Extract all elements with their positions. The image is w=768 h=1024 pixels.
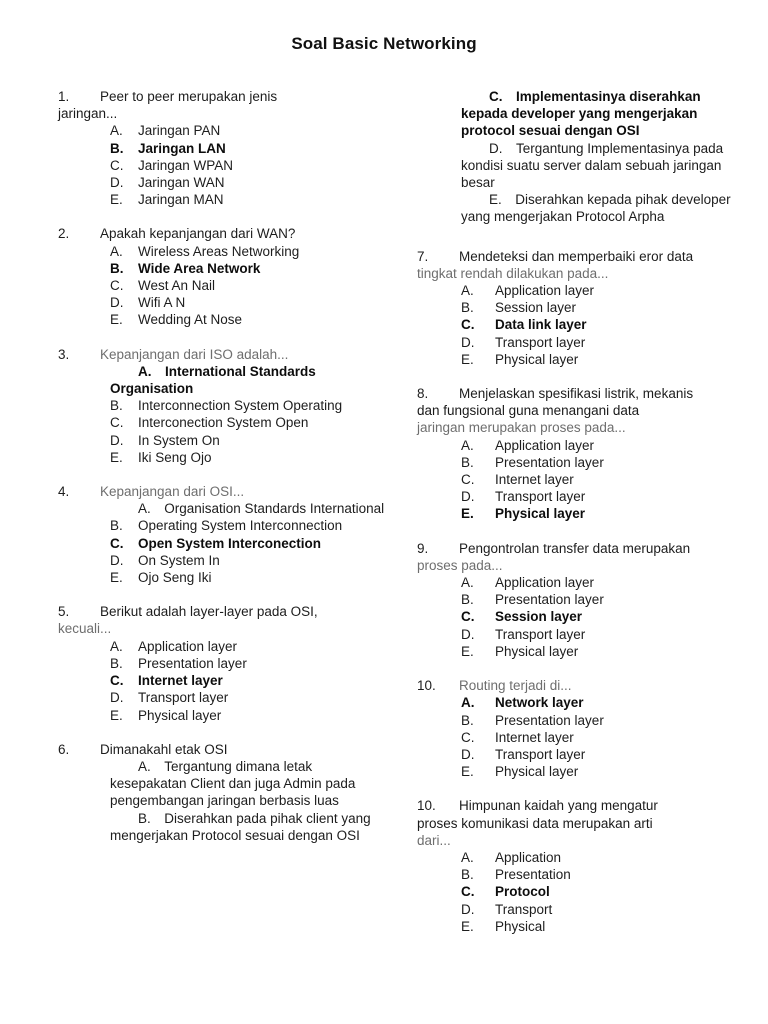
option-text: Session layer xyxy=(495,609,583,625)
question-number: 10. xyxy=(417,678,436,694)
answer-option[interactable] xyxy=(58,552,390,569)
question-number: 8. xyxy=(417,386,429,402)
option-letter: E. xyxy=(110,707,123,723)
option-letter: C. xyxy=(461,729,475,745)
option-text: Physical layer xyxy=(495,506,586,522)
option-letter: C. xyxy=(461,884,475,900)
question-text-continued: jaringan... xyxy=(58,106,118,122)
option-text: Presentation layer xyxy=(495,712,604,728)
question-stem xyxy=(58,346,390,363)
option-text: Organisation Standards International xyxy=(164,501,385,517)
option-letter: A. xyxy=(110,243,123,259)
option-text: Iki Seng Ojo xyxy=(138,449,212,465)
question-stem xyxy=(58,483,390,500)
option-text: Session layer xyxy=(495,300,577,316)
question-block xyxy=(417,248,743,368)
page-title: Soal Basic Networking xyxy=(291,34,477,53)
option-list xyxy=(58,243,390,329)
question-text: Peer to peer merupakan jenis xyxy=(100,89,278,104)
question-stem-continuation xyxy=(417,419,743,436)
option-text: Diserahkan kepada pihak developer yang mengerjakan Protocol Arpha xyxy=(461,192,731,225)
option-letter: E. xyxy=(110,570,123,586)
answer-option[interactable] xyxy=(58,432,390,449)
option-text: Physical layer xyxy=(495,351,579,367)
option-text: Jaringan WAN xyxy=(138,175,225,191)
option-text: Implementasinya diserahkan kepada developer yang mengerjakan protocol sesuai dengan OSI xyxy=(461,89,701,139)
option-letter: B. xyxy=(461,592,474,608)
answer-option[interactable] xyxy=(417,505,743,522)
option-text: Application layer xyxy=(495,575,595,591)
answer-option[interactable] xyxy=(58,140,390,157)
question-block xyxy=(58,741,390,844)
question-block xyxy=(417,677,743,780)
option-text: Application layer xyxy=(495,283,595,299)
answer-option[interactable] xyxy=(417,591,743,608)
option-letter: C. xyxy=(461,609,475,625)
answer-option[interactable] xyxy=(417,608,743,625)
answer-option[interactable] xyxy=(58,191,390,208)
question-stem xyxy=(58,225,390,242)
option-text: Open System Interconection xyxy=(138,535,322,551)
answer-option[interactable] xyxy=(417,437,743,454)
question-stem-continuation xyxy=(417,815,743,832)
option-letter: B. xyxy=(461,300,474,316)
option-text: Transport xyxy=(495,901,553,917)
question-number: 5. xyxy=(58,604,70,620)
answer-option[interactable] xyxy=(58,535,390,552)
option-list xyxy=(58,758,390,844)
option-letter: E. xyxy=(489,192,502,208)
option-text: Application layer xyxy=(495,437,595,453)
question-text: Routing terjadi di... xyxy=(459,678,572,694)
option-letter: A. xyxy=(461,437,474,453)
answer-option[interactable] xyxy=(417,901,743,918)
option-list xyxy=(417,282,743,368)
option-text: Wireless Areas Networking xyxy=(138,243,300,259)
answer-option[interactable] xyxy=(417,746,743,763)
option-text: Physical layer xyxy=(495,764,579,780)
question-text: Kepanjangan dari OSI... xyxy=(100,484,245,500)
option-text: Transport layer xyxy=(495,746,586,762)
answer-option[interactable] xyxy=(417,282,743,299)
option-text: Physical xyxy=(495,918,546,934)
option-letter: B. xyxy=(138,810,151,826)
answer-option[interactable] xyxy=(58,689,390,706)
option-text: Presentation layer xyxy=(138,655,247,671)
question-block xyxy=(58,603,390,723)
option-text: Wedding At Nose xyxy=(138,312,243,328)
option-letter: D. xyxy=(461,626,475,642)
question-number: 2. xyxy=(58,226,70,242)
option-text: Physical layer xyxy=(495,643,579,659)
option-text: On System In xyxy=(138,552,220,568)
option-text: Presentation xyxy=(495,867,571,883)
option-letter: D. xyxy=(110,175,124,191)
option-text: Interconection System Open xyxy=(138,415,309,431)
question-stem xyxy=(417,797,743,814)
option-letter: C. xyxy=(110,415,124,431)
answer-option[interactable] xyxy=(417,883,743,900)
question-text-continued: proses pada... xyxy=(417,557,503,573)
answer-option[interactable] xyxy=(417,712,743,729)
option-text: Operating System Interconnection xyxy=(138,518,343,534)
option-text: Transport layer xyxy=(495,489,586,505)
answer-option[interactable] xyxy=(58,414,390,431)
answer-option[interactable] xyxy=(58,243,390,260)
question-stem-continuation xyxy=(417,557,743,574)
left-column xyxy=(0,88,402,861)
question-text-continued: jaringan merupakan proses pada... xyxy=(417,420,626,436)
answer-option[interactable] xyxy=(58,810,390,844)
answer-option[interactable] xyxy=(417,316,743,333)
answer-option[interactable] xyxy=(58,397,390,414)
question-number: 1. xyxy=(58,89,70,104)
answer-option[interactable] xyxy=(417,140,743,192)
option-letter: A. xyxy=(138,758,151,774)
option-text: Jaringan PAN xyxy=(138,123,221,139)
right-column xyxy=(402,88,768,952)
question-stem xyxy=(417,385,743,402)
option-text: Jaringan WPAN xyxy=(138,157,234,173)
question-stem xyxy=(417,248,743,265)
option-letter: B. xyxy=(110,260,124,276)
option-letter: B. xyxy=(110,140,124,156)
answer-option[interactable] xyxy=(58,311,390,328)
question-text-continued: tingkat rendah dilakukan pada... xyxy=(417,265,609,281)
option-letter: D. xyxy=(110,552,124,568)
answer-option[interactable] xyxy=(58,517,390,534)
option-text: Application xyxy=(495,849,562,865)
option-letter: B. xyxy=(461,454,474,470)
option-letter: C. xyxy=(110,535,124,551)
option-text: Application layer xyxy=(138,638,238,654)
answer-option[interactable] xyxy=(417,88,743,140)
answer-option[interactable] xyxy=(417,626,743,643)
option-text: International Standards Organisation xyxy=(110,363,316,397)
question-number: 3. xyxy=(58,346,70,362)
answer-option[interactable] xyxy=(417,918,743,935)
answer-option[interactable] xyxy=(58,157,390,174)
option-text: Jaringan MAN xyxy=(138,192,224,208)
option-letter: E. xyxy=(461,764,474,780)
option-text: Diserahkan pada pihak client yang mengerjakan Protocol sesuai dengan OSI xyxy=(110,810,371,843)
answer-option[interactable] xyxy=(58,569,390,586)
column-spacer xyxy=(417,226,743,248)
question-text: Mendeteksi dan memperbaiki eror data xyxy=(459,248,694,264)
question-text: Pengontrolan transfer data merupakan xyxy=(459,540,691,556)
answer-option[interactable] xyxy=(417,729,743,746)
option-text: Data link layer xyxy=(495,317,587,333)
question-stem xyxy=(58,88,390,105)
answer-option[interactable] xyxy=(417,763,743,780)
question-stem-continuation xyxy=(58,105,390,122)
question-block xyxy=(417,797,743,935)
option-text: Wide Area Network xyxy=(138,260,261,276)
option-list xyxy=(58,363,390,466)
option-text: Presentation layer xyxy=(495,454,604,470)
question-block xyxy=(417,540,743,660)
option-letter: E. xyxy=(461,643,474,659)
question-text: Dimanakahl etak OSI xyxy=(100,741,228,757)
answer-option[interactable] xyxy=(417,454,743,471)
option-text: Wifi A N xyxy=(138,295,186,311)
answer-option[interactable] xyxy=(417,334,743,351)
question-stem-continuation xyxy=(417,402,743,419)
option-letter: C. xyxy=(110,673,124,689)
option-letter: C. xyxy=(110,157,124,173)
question-stem xyxy=(58,603,390,620)
option-list xyxy=(417,437,743,523)
option-text: Transport layer xyxy=(495,334,586,350)
answer-option[interactable] xyxy=(58,294,390,311)
option-letter: D. xyxy=(461,334,475,350)
question-text-continued: dan fungsional guna menangani data xyxy=(417,403,640,419)
option-list xyxy=(58,500,390,586)
option-text: Transport layer xyxy=(495,626,586,642)
answer-option[interactable] xyxy=(58,363,390,397)
option-letter: E. xyxy=(110,192,123,208)
option-letter: A. xyxy=(110,638,123,654)
question-stem-continuation xyxy=(58,620,390,637)
answer-option[interactable] xyxy=(417,574,743,591)
option-text: Ojo Seng Iki xyxy=(138,570,212,586)
two-column-body xyxy=(0,88,768,952)
option-letter: A. xyxy=(110,123,123,139)
option-letter: D. xyxy=(110,432,124,448)
question-number: 7. xyxy=(417,248,429,264)
question-block xyxy=(417,385,743,523)
option-text: In System On xyxy=(138,432,220,448)
answer-option[interactable] xyxy=(58,638,390,655)
option-list xyxy=(417,574,743,660)
answer-option[interactable] xyxy=(417,471,743,488)
option-letter: A. xyxy=(461,849,474,865)
answer-option[interactable] xyxy=(58,277,390,294)
question-stem xyxy=(417,677,743,694)
continued-option-list xyxy=(417,88,743,226)
option-text: Tergantung dimana letak kesepakatan Client dan juga Admin pada pengembangan jaringan berbasis luas xyxy=(110,758,356,809)
option-letter: E. xyxy=(461,351,474,367)
answer-option[interactable] xyxy=(417,191,743,225)
option-letter: E. xyxy=(110,312,123,328)
answer-option[interactable] xyxy=(58,174,390,191)
question-block xyxy=(58,88,390,208)
option-text: Internet layer xyxy=(495,472,574,488)
option-text: Tergantung Implementasinya pada kondisi suatu server dalam sebuah jaringan besar xyxy=(461,140,724,191)
option-list xyxy=(417,694,743,780)
question-text-continued: proses komunikasi data merupakan arti xyxy=(417,815,653,831)
option-text: Jaringan LAN xyxy=(138,140,226,156)
answer-option[interactable] xyxy=(417,351,743,368)
answer-option[interactable] xyxy=(58,449,390,466)
option-list xyxy=(417,849,743,935)
option-letter: D. xyxy=(489,140,503,156)
option-text: Interconnection System Operating xyxy=(138,398,343,414)
answer-option[interactable] xyxy=(58,260,390,277)
question-block xyxy=(58,225,390,328)
question-number: 6. xyxy=(58,741,70,757)
option-letter: D. xyxy=(110,690,124,706)
question-number: 4. xyxy=(58,484,70,500)
option-letter: A. xyxy=(138,501,151,517)
question-block xyxy=(58,483,390,586)
option-letter: E. xyxy=(461,506,474,522)
option-letter: C. xyxy=(110,278,124,294)
option-letter: C. xyxy=(489,89,503,104)
question-stem xyxy=(58,741,390,758)
option-text: Network layer xyxy=(495,695,584,711)
option-letter: E. xyxy=(461,918,474,934)
option-list xyxy=(58,122,390,208)
answer-option[interactable] xyxy=(417,488,743,505)
question-text-continued: dari... xyxy=(417,832,451,848)
question-number: 9. xyxy=(417,540,429,556)
option-letter: D. xyxy=(461,746,475,762)
option-letter: D. xyxy=(461,489,475,505)
option-letter: A. xyxy=(461,283,474,299)
question-text: Himpunan kaidah yang mengatur xyxy=(459,798,658,814)
answer-option[interactable] xyxy=(58,500,390,517)
answer-option[interactable] xyxy=(58,758,390,810)
option-text: West An Nail xyxy=(138,278,216,294)
option-text: Transport layer xyxy=(138,690,229,706)
question-stem-continuation xyxy=(417,265,743,282)
option-text: Presentation layer xyxy=(495,592,604,608)
option-letter: D. xyxy=(461,901,475,917)
answer-option[interactable] xyxy=(417,299,743,316)
option-letter: B. xyxy=(110,518,123,534)
question-text-continued: kecuali... xyxy=(58,621,112,637)
option-letter: C. xyxy=(461,317,475,333)
question-text: Berikut adalah layer-layer pada OSI, xyxy=(100,604,318,620)
option-list xyxy=(58,638,390,724)
option-letter: B. xyxy=(461,867,474,883)
answer-option[interactable] xyxy=(58,122,390,139)
answer-option[interactable] xyxy=(58,655,390,672)
question-text: Kepanjangan dari ISO adalah... xyxy=(100,346,289,362)
question-stem xyxy=(417,540,743,557)
answer-option[interactable] xyxy=(417,849,743,866)
option-letter: A. xyxy=(138,363,152,379)
option-text: Internet layer xyxy=(138,673,223,689)
question-block xyxy=(58,346,390,466)
option-letter: B. xyxy=(461,712,474,728)
answer-option[interactable] xyxy=(58,672,390,689)
question-stem-continuation xyxy=(417,832,743,849)
question-text: Menjelaskan spesifikasi listrik, mekanis xyxy=(459,386,694,402)
option-text: Physical layer xyxy=(138,707,222,723)
option-letter: B. xyxy=(110,398,123,414)
question-number: 10. xyxy=(417,798,436,814)
option-letter: D. xyxy=(110,295,124,311)
option-letter: A. xyxy=(461,695,475,711)
answer-option[interactable] xyxy=(58,707,390,724)
question-text: Apakah kepanjangan dari WAN? xyxy=(100,226,296,242)
option-letter: C. xyxy=(461,472,475,488)
option-letter: E. xyxy=(110,449,123,465)
option-letter: B. xyxy=(110,655,123,671)
option-text: Protocol xyxy=(495,884,550,900)
option-text: Internet layer xyxy=(495,729,574,745)
answer-option[interactable] xyxy=(417,694,743,711)
answer-option[interactable] xyxy=(417,866,743,883)
answer-option[interactable] xyxy=(417,643,743,660)
option-letter: A. xyxy=(461,575,474,591)
